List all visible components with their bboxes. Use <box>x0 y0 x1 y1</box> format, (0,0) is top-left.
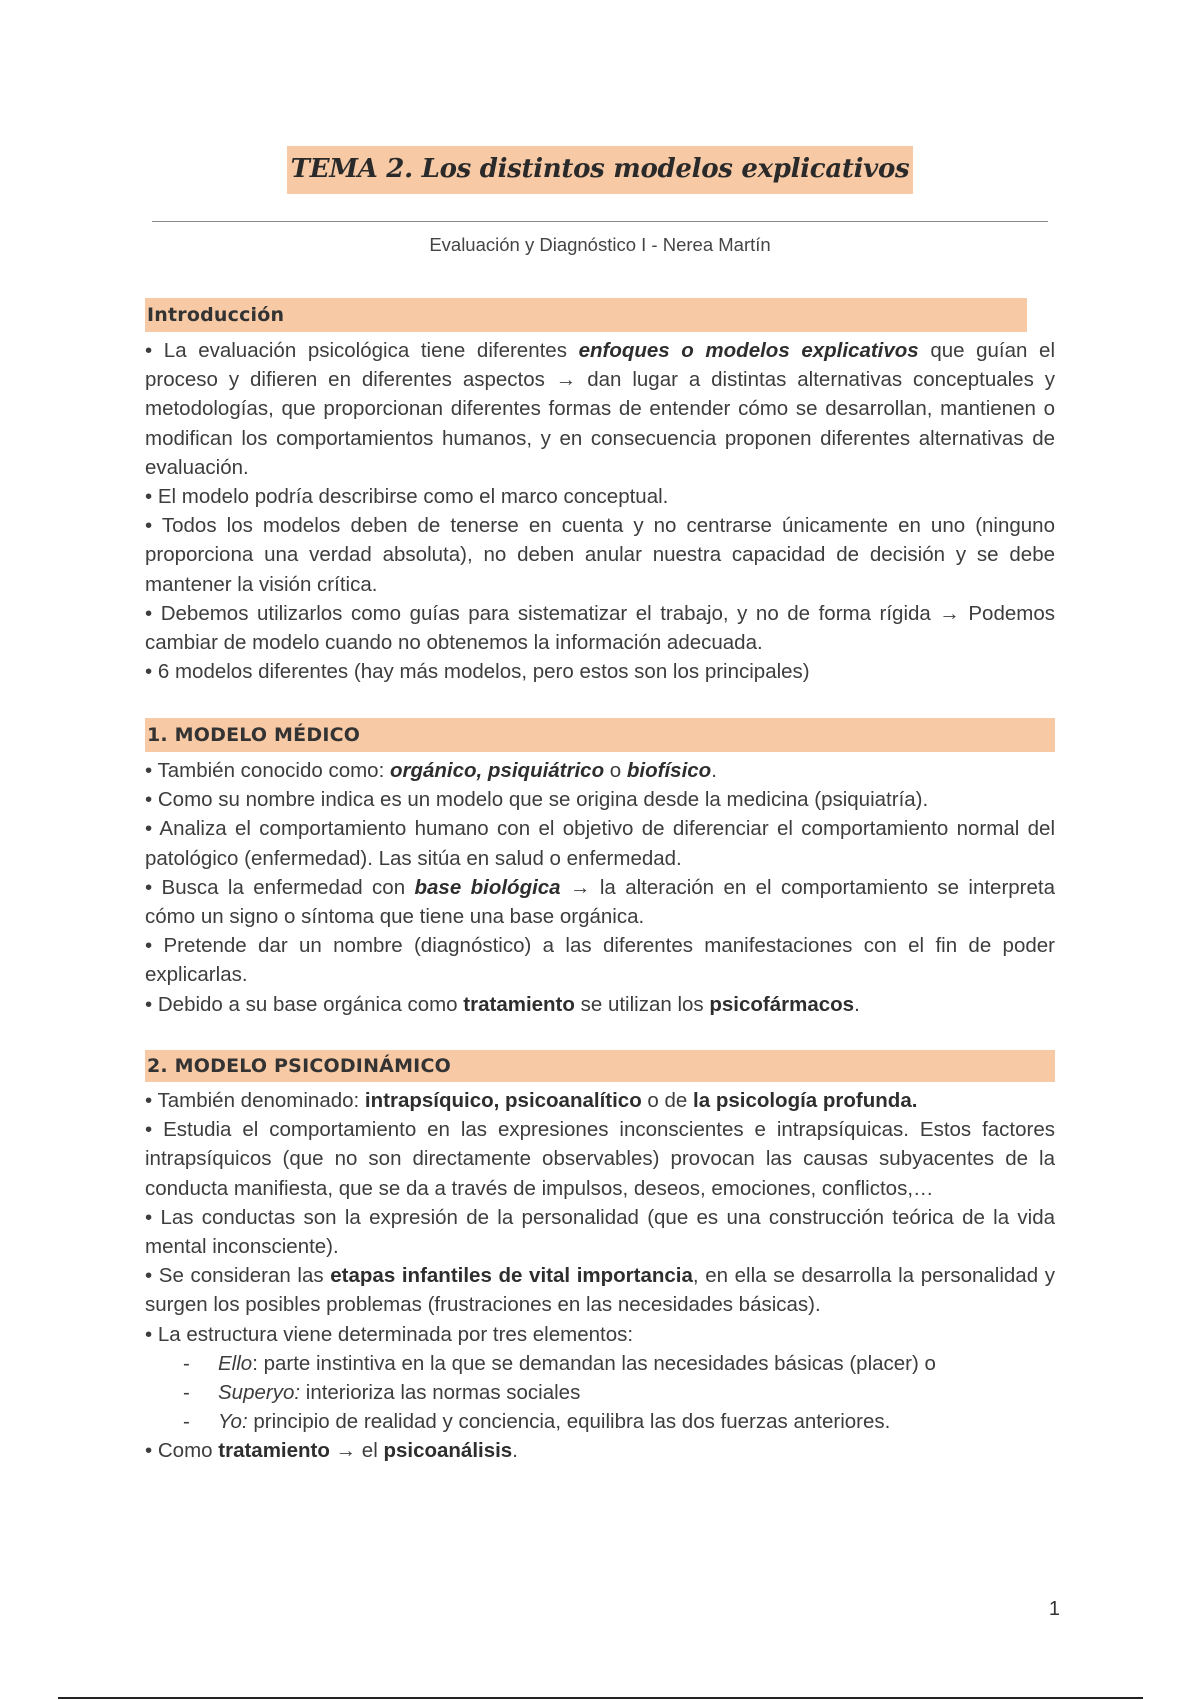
section-heading: Introducción <box>145 298 1027 332</box>
list-item: - Ello: parte instintiva en la que se demandan las necesidades básicas (placer) o <box>183 1351 936 1375</box>
paragraph: • Debido a su base orgánica como tratamiento se utilizan los psicofármacos. <box>145 992 860 1016</box>
paragraph: • Como su nombre indica es un modelo que se origina desde la medicina (psiquiatría). <box>145 788 929 812</box>
list-item: - Superyo: interioriza las normas sociales <box>183 1381 581 1405</box>
paragraph: • Todos los modelos deben de tenerse en cuenta y no centrarse únicamente en uno (ninguno proporciona una verdad absoluta), no deben anular nuestra capacidad de decisión y se debe mantener la visión crítica. <box>145 514 1055 596</box>
page-bottom-divider <box>58 1697 1143 1699</box>
paragraph: • La evaluación psicológica tiene diferentes enfoques o modelos explicativos que guían el proceso y difieren en diferentes aspectos → dan lugar a distintas alternativas conceptuales y metodologías, que proporcionan diferentes formas de entender cómo se desarrollan, mantienen o modifican los comportamientos humanos, y en consecuencia proponen diferentes alternativas de evaluación. <box>145 339 1055 479</box>
paragraph: • El modelo podría describirse como el marco conceptual. <box>145 485 669 509</box>
section-heading: 2. MODELO PSICODINÁMICO <box>145 1050 1055 1082</box>
list-item: - Yo: principio de realidad y conciencia, equilibra las dos fuerzas anteriores. <box>183 1410 891 1434</box>
paragraph: • También conocido como: orgánico, psiquiátrico o biofísico. <box>145 759 717 782</box>
section-modelo-medico <box>145 718 1055 1019</box>
paragraph: • Pretende dar un nombre (diagnóstico) a las diferentes manifestaciones con el fin de poder explicarlas. <box>145 934 1055 987</box>
paragraph: • Busca la enfermedad con base biológica → la alteración en el comportamiento se interpreta cómo un signo o síntoma que tiene una base orgánica. <box>145 875 1056 929</box>
section-body <box>145 756 1055 1019</box>
paragraph: • Se consideran las etapas infantiles de vital importancia, en ella se desarrolla la personalidad y surgen los posibles problemas (frustraciones en las necesidades básicas). <box>145 1264 1055 1317</box>
paragraph: • También denominado: intrapsíquico, psicoanalítico o de la psicología profunda. <box>145 1089 918 1112</box>
document-subtitle: Evaluación y Diagnóstico I - Nerea Martín <box>429 234 771 255</box>
paragraph: • Las conductas son la expresión de la personalidad (que es una construcción teórica de la vida mental inconsciente). <box>145 1205 1055 1259</box>
paragraph: • Como tratamiento → el psicoanálisis. <box>145 1439 518 1463</box>
title-container <box>0 146 1200 194</box>
section-introduccion <box>145 298 1055 686</box>
paragraph: • Debemos utilizarlos como guías para sistematizar el trabajo, y no de forma rígida → Podemos cambiar de modelo cuando no obtenemos la información adecuada. <box>145 601 1055 655</box>
paragraph: • Analiza el comportamiento humano con el objetivo de diferenciar el comportamiento normal del patológico (enfermedad). Las sitúa en salud o enfermedad. <box>145 817 1055 870</box>
title-divider <box>152 221 1048 222</box>
paragraph: • Estudia el comportamiento en las expresiones inconscientes e intrapsíquicas. Estos factores intrapsíquicos (que no son directamente observables) provocan las causas subyacentes de la conducta manifiesta, que se da a través de impulsos, deseos, emociones, conflictos,… <box>145 1118 1055 1200</box>
section-body <box>145 1086 1055 1466</box>
document-title: TEMA 2. Los distintos modelos explicativos <box>287 146 914 194</box>
structure-list <box>145 1349 1055 1437</box>
paragraph: • 6 modelos diferentes (hay más modelos, pero estos son los principales) <box>145 660 810 684</box>
paragraph: • La estructura viene determinada por tres elementos: <box>145 1322 634 1346</box>
section-modelo-psicodinamico <box>145 1050 1055 1466</box>
section-body <box>145 336 1055 686</box>
section-heading: 1. MODELO MÉDICO <box>145 718 1055 752</box>
page-number: 1 <box>1048 1598 1060 1620</box>
